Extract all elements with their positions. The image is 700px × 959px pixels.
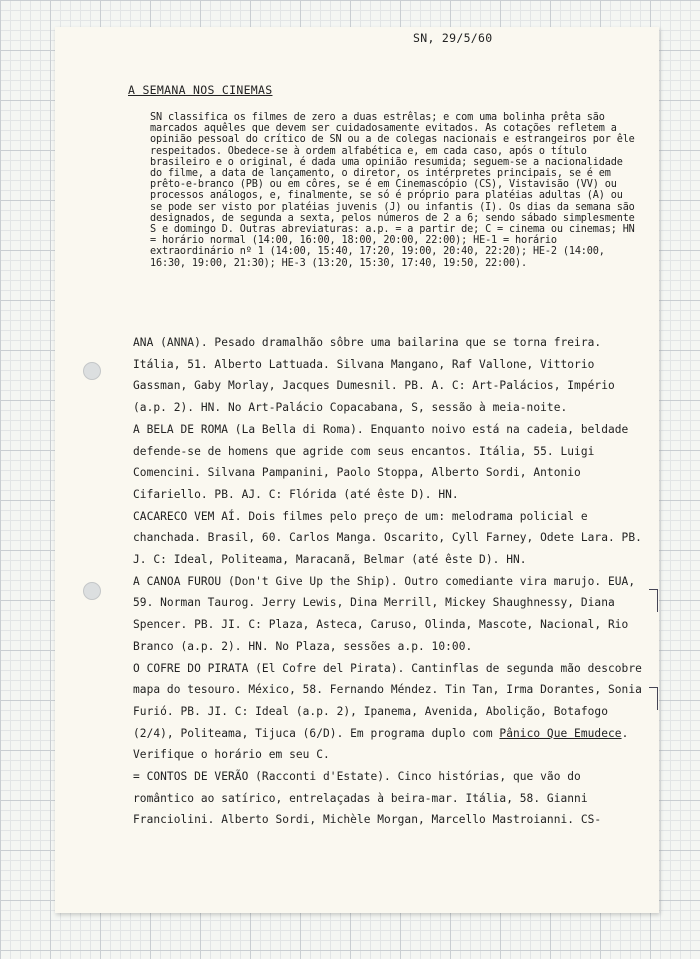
double-feature-title: Pânico Que Emudece bbox=[499, 726, 622, 740]
punch-hole-lower bbox=[83, 582, 101, 600]
section-title: A SEMANA NOS CINEMAS bbox=[128, 83, 273, 97]
publication-date: SN, 29/5/60 bbox=[413, 31, 493, 45]
film-text: . Verifique o horário em seu C. bbox=[133, 726, 629, 762]
punch-hole-upper bbox=[83, 362, 101, 380]
film-text: O COFRE DO PIRATA (El Cofre del Pirata). Cantinflas de segunda mão descobre mapa do tesouro. México, 58. Fernando Méndez. Tin Tan, Irma Dorantes, Sonia Furió. PB. JI. C: Ideal (a.p. 2), Ipanema, Avenida, Abolição, Botafogo (2/4), Politeama, Tijuca (6/D). Em programa duplo com bbox=[133, 661, 642, 740]
film-entry-canoa-furou: A CANOA FUROU (Don't Give Up the Ship). Outro comediante vira marujo. EUA, 59. Norman Taurog. Jerry Lewis, Dina Merrill, Mickey Shaughnessy, Diana Spencer. PB. JI. C: Plaza, Asteca, Caruso, Olinda, Mascote, Nacional, Rio Branco (a.p. 2). HN. No Plaza, sessões a.p. 10:00. bbox=[133, 574, 636, 653]
margin-bracket-mark bbox=[649, 589, 658, 612]
typewritten-page bbox=[55, 27, 659, 913]
margin-bracket-mark bbox=[649, 687, 658, 710]
film-entry-contos-de-verao: = CONTOS DE VERÃO (Racconti d'Estate). Cinco histórias, que vão do romântico ao satírico, entrelaçadas à beira-mar. Itália, 58. Gianni Franciolini. Alberto Sordi, Michèle Morgan, Marcello Mastroianni. CS- bbox=[133, 770, 602, 827]
film-entry-ana: ANA (ANNA). Pesado dramalhão sôbre uma bailarina que se torna freira. Itália, 51. Alberto Lattuada. Silvana Mangano, Raf Vallone, Vittorio Gassman, Gaby Morlay, Jacques Dumesnil. PB. A. C: Art-Palácios, Império (a.p. 2). HN. No Art-Palácio Copacabana, S, sessão à meia-noite. bbox=[133, 336, 615, 415]
intro-paragraph: SN classifica os filmes de zero a duas estrêlas; e com uma bolinha prêta são marcados aquêles que devem ser cuidadosamente evitados. As cotações refletem a opinião pessoal do crítico de SN ou a de colegas nacionais e estrangeiros por êle respeitados. Obedece-se à ordem alfabética e, em cada caso, após o título brasileiro e o original, é dada uma opinião resumida; seguem-se a nacionalidade do filme, a data de lançamento, o diretor, os intérpretes principais, se é em prêto-e-branco (PB) ou em côres, se é em Cinemascópio (CS), Vistavisão (VV) ou processos análogos, e, finalmente, se só é próprio para platéias adultas (A) ou se pode ser visto por platéias juvenis (J) ou infantis (I). Os dias da semana são designados, de segunda a sexta, pelos números de 2 a 6; sendo sábado simplesmente S e domingo D. Outras abreviaturas: a.p. = a partir de; C = cinema ou cinemas; HN = horário normal (14:00, 16:00, 18:00, 20:00, 22:00); HE-1 = horário extraordinário nº 1 (14:00, 15:40, 17:20, 19:00, 20:40, 22:20); HE-2 (14:00, 16:30, 19:00, 21:30); HE-3 (13:20, 15:30, 17:40, 19:50, 22:00). bbox=[150, 112, 635, 269]
film-entry-cofre-do-pirata bbox=[133, 658, 648, 767]
film-list bbox=[133, 332, 648, 831]
film-entry-cacareco: CACARECO VEM AÍ. Dois filmes pelo preço de um: melodrama policial e chanchada. Brasil, 60. Carlos Manga. Oscarito, Cyll Farney, Odete Lara. PB. J. C: Ideal, Politeama, Maracanã, Belmar (até êste D). HN. bbox=[133, 509, 642, 567]
film-entry-bela-de-roma: A BELA DE ROMA (La Bella di Roma). Enquanto noivo está na cadeia, beldade defende-se de homens que agride com seus encantos. Itália, 55. Luigi Comencini. Silvana Pampanini, Paolo Stoppa, Alberto Sordi, Antonio Cifariello. PB. AJ. C: Flórida (até êste D). HN. bbox=[133, 422, 629, 501]
